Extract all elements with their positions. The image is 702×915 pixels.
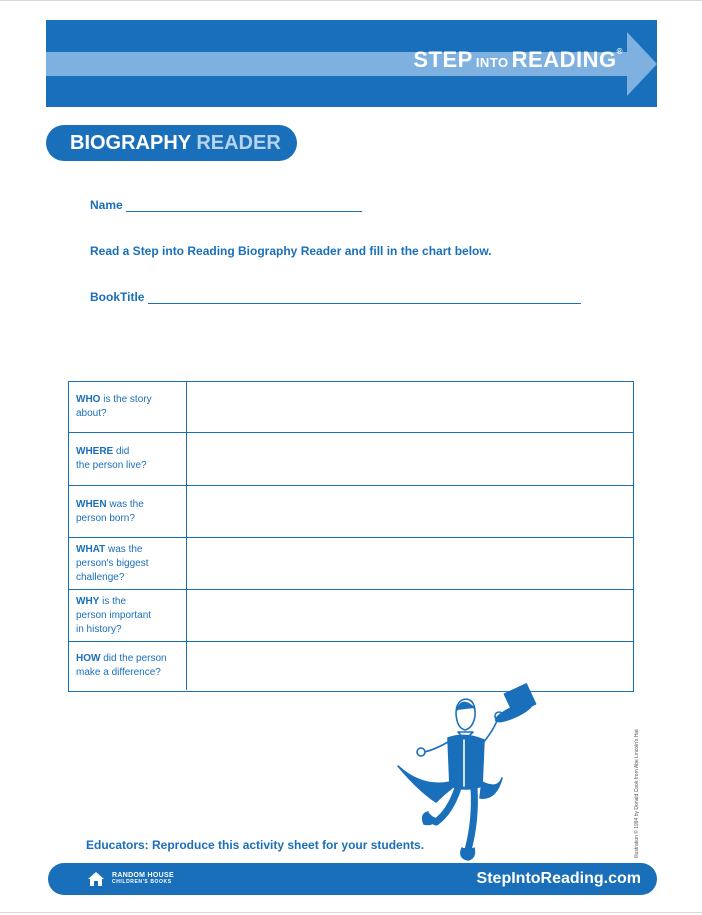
footer-bar <box>48 863 657 895</box>
question-cell <box>69 590 187 641</box>
page-top-rule <box>0 0 702 1</box>
series-label-word1: BIOGRAPHY <box>70 132 191 154</box>
series-label-pill <box>46 125 297 161</box>
question-text: WHO is the story about? <box>76 394 152 419</box>
question-cell <box>69 433 187 485</box>
answer-cell-where[interactable] <box>187 433 633 485</box>
answer-cell-why[interactable] <box>187 590 633 641</box>
publisher-division: CHILDREN'S BOOKS <box>112 879 172 885</box>
question-text: WHERE did the person live? <box>76 446 147 471</box>
step-into-reading-logo: STEP INTO READING® <box>413 47 623 72</box>
random-house-logo[interactable] <box>86 871 174 887</box>
answer-cell-who[interactable] <box>187 382 633 432</box>
question-text: WHEN was the person born? <box>76 498 144 524</box>
series-label-word2: READER <box>196 132 281 154</box>
name-field[interactable] <box>90 198 362 212</box>
instructions-text: Read a Step into Reading Biography Reader and fill in the chart below. <box>90 244 492 258</box>
question-cell <box>69 642 187 690</box>
question-cell <box>69 486 187 537</box>
header-banner <box>46 20 657 107</box>
question-cell <box>69 538 187 589</box>
book-title-line[interactable] <box>148 291 581 304</box>
page-bottom-rule <box>0 912 702 913</box>
illustration-credit: Illustration © 1994 by Donald Cook from Abe Lincoln's Hat <box>634 729 640 858</box>
question-text: WHY is the person important in history? <box>76 595 152 635</box>
biography-chart <box>68 381 634 692</box>
answer-cell-what[interactable] <box>187 538 633 589</box>
name-label: Name <box>90 198 123 212</box>
question-text: WHAT was the person's biggest challenge? <box>76 543 149 583</box>
book-title-field[interactable] <box>90 290 581 304</box>
publisher-name: RANDOM HOUSE <box>112 872 174 879</box>
chart-row-who <box>69 382 633 433</box>
name-line[interactable] <box>126 199 362 212</box>
chart-row-where <box>69 433 633 486</box>
answer-cell-when[interactable] <box>187 486 633 537</box>
website-link[interactable]: StepIntoReading.com <box>476 870 641 887</box>
question-cell <box>69 382 187 432</box>
chart-row-how <box>69 642 633 690</box>
chart-row-why <box>69 590 633 642</box>
chart-row-what <box>69 538 633 590</box>
book-title-label: BookTitle <box>90 290 145 304</box>
chart-row-when <box>69 486 633 538</box>
question-text: HOW did the person make a difference? <box>76 653 167 678</box>
house-logo-icon <box>86 871 106 887</box>
educators-note: Educators: Reproduce this activity sheet for your students. <box>86 838 425 852</box>
